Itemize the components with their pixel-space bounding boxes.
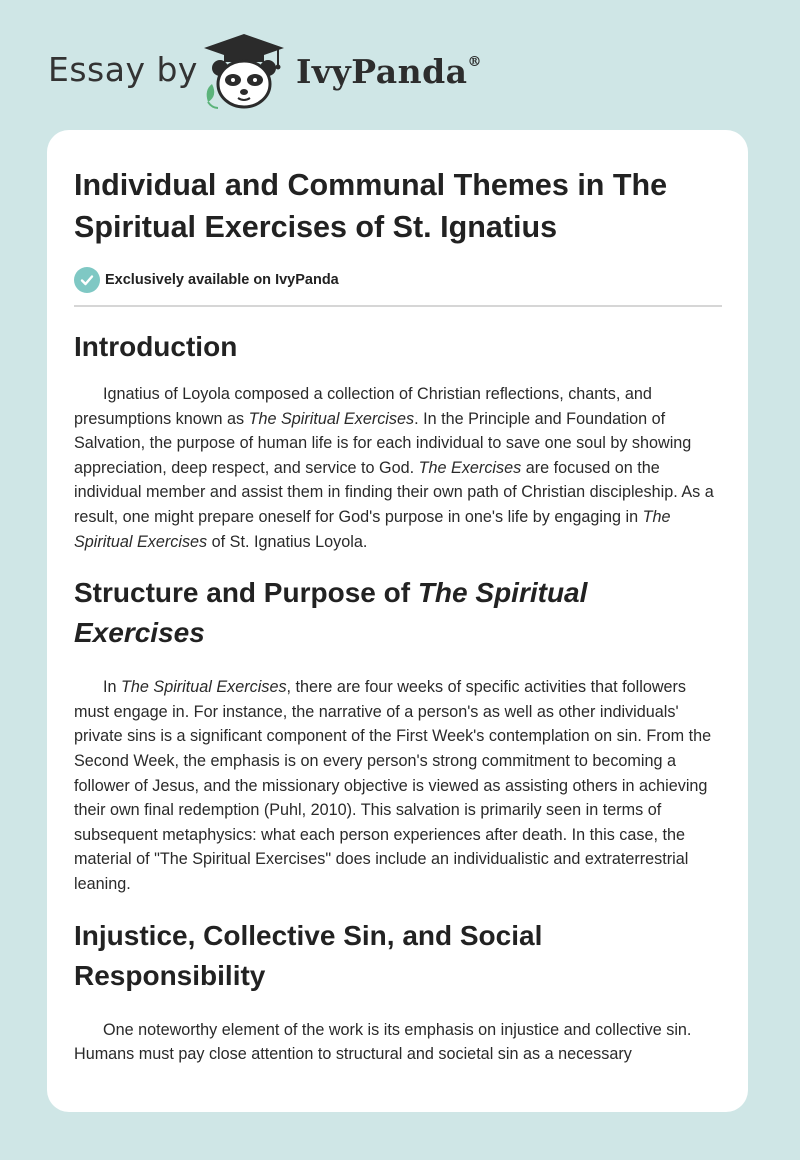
exclusive-badge [74,266,724,294]
section-paragraph-introduction [74,382,724,554]
text-run: , there are four weeks of specific activities that followers must engage in. For instance, the narrative of a person's as well as other individuals' private sins is a significant component of the First Week's contemplation on sin. From the Second Week, the emphasis is on every person's strong commitment to becoming a follower of Jesus, and the missionary objective is viewed as assisting others in achieving their own final redemption (Puhl, 2010). This salvation is primarily seen in terms of subsequent metaphysics: what each person experiences after death. In this case, the material of "The Spiritual Exercises" does include an individualistic and extraterrestrial leaning. [74,678,712,893]
essay-content [74,164,724,1067]
section-heading-introduction: Introduction [74,331,238,362]
badge-label: Exclusively available on IvyPanda [105,272,339,288]
heading-text: Structure and Purpose of [74,577,418,609]
registered-mark: ® [467,54,483,70]
heading-text-italic: The Spiritual Exercises [74,577,588,649]
section-heading-structure [74,573,724,653]
text-run-italic: The Exercises [418,458,522,477]
text-run: One noteworthy element of the work is its emphasis on injustice and collective sin. Humans must pay close attention to structural and societal sin as a necessary [74,1020,692,1064]
text-run: Ignatius of Loyola composed a collection of Christian reflections, chants, and presumptions known as [74,385,652,428]
essay-title: Individual and Communal Themes in The Spiritual Exercises of St. Ignatius [74,168,668,244]
text-run-italic: The Spiritual Exercises [248,409,415,428]
text-run-italic: The Spiritual Exercises [121,678,287,697]
brand-text: IvyPanda [296,52,468,91]
brand-name[interactable] [296,52,482,91]
text-run: In [103,678,121,697]
section-paragraph-structure [74,675,724,896]
text-run-italic: The Spiritual Exercises [74,507,671,551]
text-run: of St. Ignatius Loyola. [207,532,368,551]
text-run: . In the Principle and Foundation of Salvation, the purpose of human life is for each individual to save one soul by showing appreciation, deep respect, and service to God. [74,409,692,477]
check-circle-icon [74,267,100,293]
title-divider [74,305,722,307]
section-paragraph-injustice [74,1018,724,1067]
essay-by-label: Essay by [48,50,198,89]
site-header [0,0,800,120]
essay-card [47,130,748,1112]
text-run: are focused on the individual member and assist them in finding their own path of Christian discipleship. As a result, one might prepare oneself for God's purpose in one's life by engaging in [74,458,714,526]
section-heading-injustice: Injustice, Collective Sin, and Social Responsibility [74,919,543,991]
panda-graduate-logo[interactable] [198,32,290,110]
